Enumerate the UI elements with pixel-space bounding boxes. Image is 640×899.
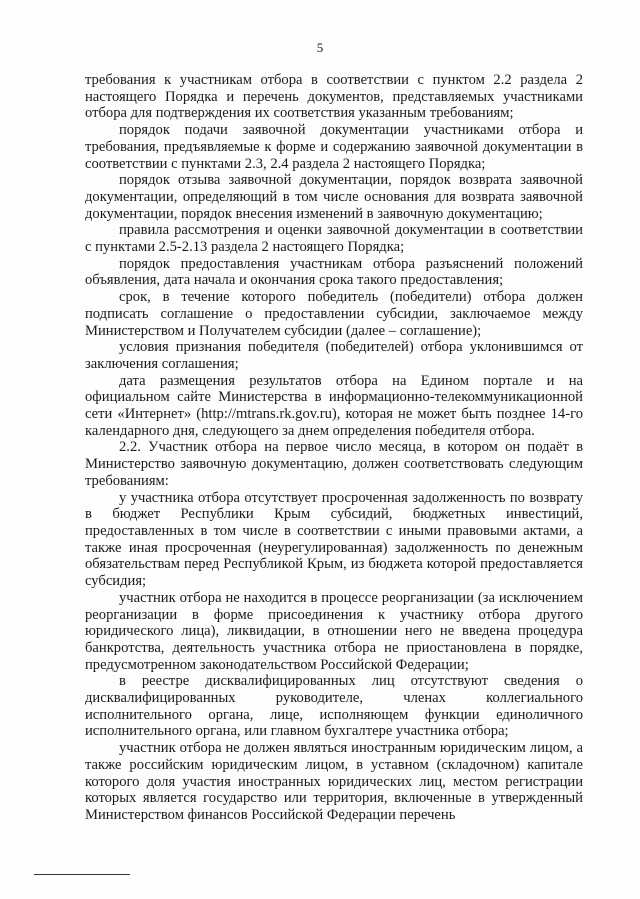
document-body bbox=[85, 72, 583, 824]
paragraph-evaluation-rules: правила рассмотрения и оценки заявочной документации в соответствии с пунктами 2.5-2.13 раздела 2 настоящего Порядка; bbox=[85, 222, 583, 256]
paragraph-clarification-procedure: порядок предоставления участникам отбора разъяснений положений объявления, дата начала и окончания срока такого предоставления; bbox=[85, 255, 583, 289]
paragraph-requirements: требования к участникам отбора в соответствии с пунктом 2.2 раздела 2 настоящего Порядка и перечень документов, представляемых участниками отбора для подтверждения их соответствия указанным требованиям; bbox=[85, 72, 583, 122]
paragraph-evasion-conditions: условия признания победителя (победителей) отбора уклонившимся от заключения соглашения; bbox=[85, 339, 583, 372]
paragraph-section-2-2: 2.2. Участник отбора на первое число месяца, в котором он подаёт в Министерство заявочную документацию, должен соответствовать следующим требованиям: bbox=[85, 439, 583, 489]
paragraph-withdrawal-procedure: порядок отзыва заявочной документации, порядок возврата заявочной документации, определяющий в том числе основания для возврата заявочной документации, порядок внесения изменений в заявочную документацию; bbox=[85, 172, 583, 222]
paragraph-no-reorganization: участник отбора не находится в процессе реорганизации (за исключением реорганизации в форме присоединения к участнику отбора другого юридического лица), ликвидации, в отношении него не введена процедура банкротства, деятельность участника отбора не приостановлена в порядке, предусмотренном законодательством Российской Федерации; bbox=[85, 589, 583, 673]
page-number: 5 bbox=[316, 40, 324, 55]
paragraph-results-publication: дата размещения результатов отбора на Едином портале и на официальном сайте Министерства в информационно-телекоммуникационной сети «Интернет» (http://mtrans.rk.gov.ru), которая не может быть позднее 14-го календарного дня, следующего за днем определения победителя отбора. bbox=[85, 372, 583, 439]
paragraph-foreign-entity: участник отбора не должен являться иностранным юридическим лицом, а также российским юридическим лицом, в уставном (складочном) капитале которого доля участия иностранных юридических лиц, местом регистрации которых является государство или территория, включенные в утвержденный Министерством финансов Российской Федерации перечень bbox=[85, 740, 583, 823]
paragraph-disqualified-persons: в реестре дисквалифицированных лиц отсутствуют сведения о дисквалифицированных руководителе, членах коллегиального исполнительного органа, лице, исполняющем функции единоличного исполнительного органа, или главном бухгалтере участника отбора; bbox=[85, 673, 583, 740]
footnote-divider bbox=[34, 874, 130, 875]
paragraph-signing-deadline: срок, в течение которого победитель (победители) отбора должен подписать соглашение о предоставлении субсидии, заключаемое между Министерством и Получателем субсидии (далее – соглашение); bbox=[85, 289, 583, 339]
paragraph-no-debt: у участника отбора отсутствует просроченная задолженность по возврату в бюджет Республики Крым субсидий, бюджетных инвестиций, предоставленных в том числе в соответствии с иными правовыми актами, а также иная просроченная (неурегулированная) задолженность по денежным обязательствам перед Республикой Крым, из бюджета которой предоставляется субсидия; bbox=[85, 489, 583, 590]
paragraph-submission-procedure: порядок подачи заявочной документации участниками отбора и требования, предъявляемые к форме и содержанию заявочной документации в соответствии с пунктами 2.3, 2.4 раздела 2 настоящего Порядка; bbox=[85, 122, 583, 172]
